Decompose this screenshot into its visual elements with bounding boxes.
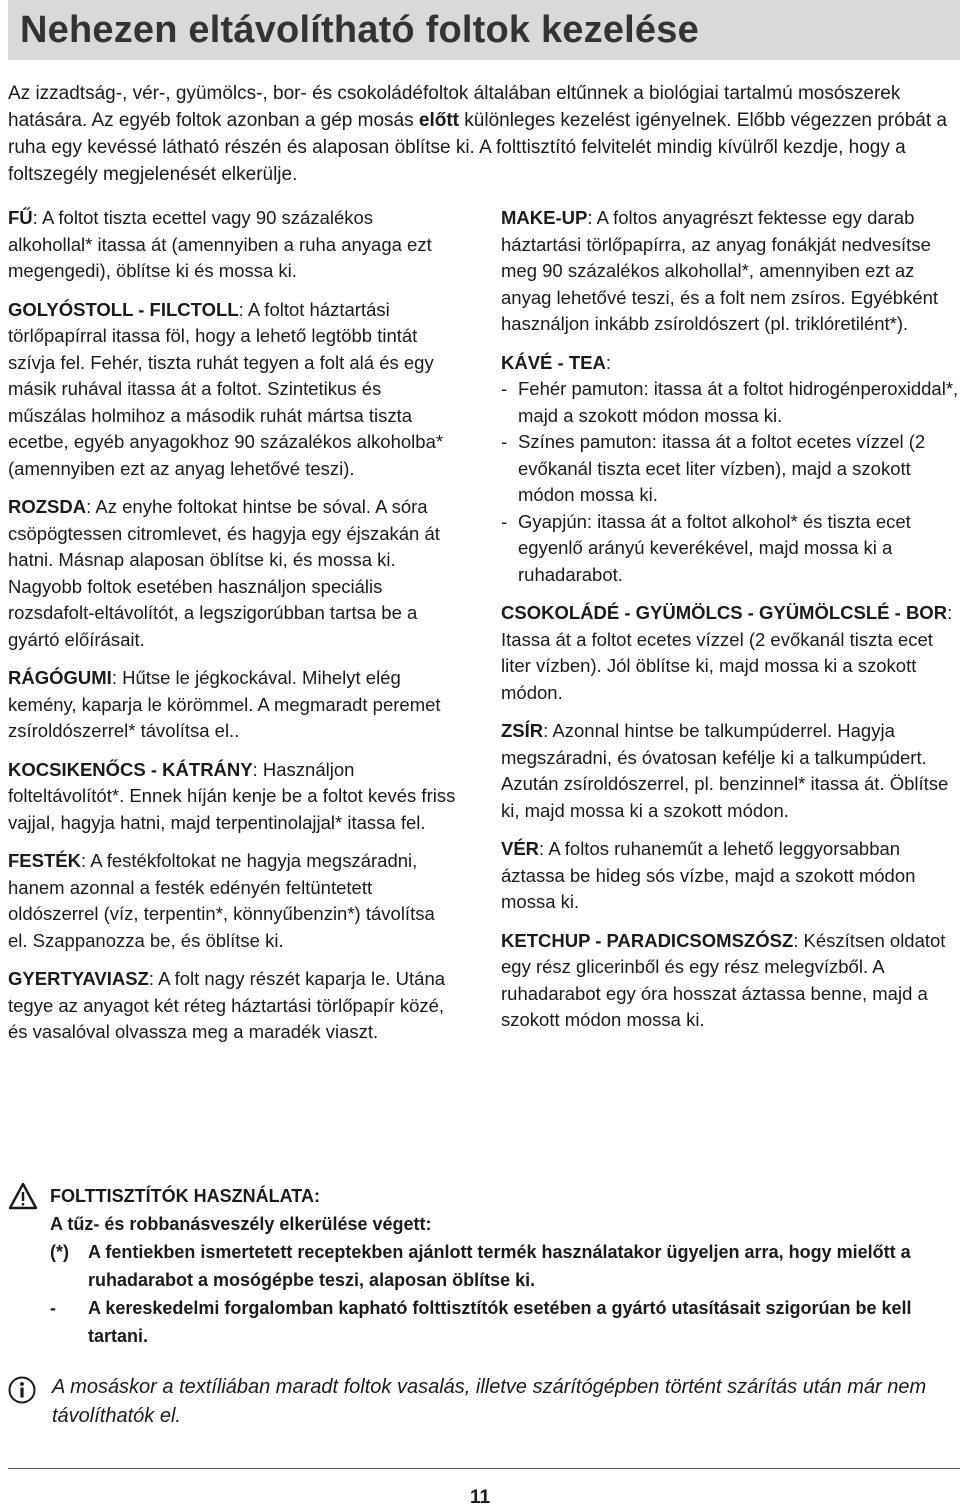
- warning-item-mark: (*): [50, 1242, 69, 1262]
- entry-label: MAKE-UP: [501, 207, 588, 228]
- stain-entry-paint: FESTÉK: A festékfoltokat ne hagyja megszáradni, hanem azonnal a festék edényén feltüntetett oldószerrel (víz, terpentin*, könnyűbenzin*) távolítsa el. Szappanozza be, és öblítse ki.: [8, 850, 435, 951]
- warning-heading: FOLTTISZTÍTÓK HASZNÁLATA:: [50, 1186, 320, 1206]
- stain-entry-blood: VÉR: A foltos ruhaneműt a lehető leggyorsabban áztassa be hideg sós vízbe, majd a szokott módon mossa ki.: [501, 838, 916, 912]
- entry-text: A foltot háztartási törlőpapírral itassa föl, hogy a lehető legtöbb tintát szívja fel. Fehér, tiszta ruhát tegyen a folt alá és egy másik ruhával itassa át a foltot. Szintetikus és műszálas holmihoz a második ruhát mártsa tiszta ecetbe, egyéb anyagokhoz 90 százalékos alkoholba* (amennyiben ezt az anyag lehetővé teszi).: [8, 298, 444, 479]
- entry-label: KÁVÉ - TEA: [501, 351, 606, 373]
- entry-label: GYERTYAVIASZ: [8, 968, 149, 989]
- entry-label: KETCHUP - PARADICSOMSZÓSZ: [501, 929, 794, 951]
- title-bar: [8, 0, 960, 60]
- warning-section: [8, 1182, 960, 1350]
- intro-paragraph: [8, 80, 956, 188]
- warning-item-mark: -: [50, 1298, 56, 1318]
- intro-emphasis: előtt: [418, 110, 459, 131]
- entry-text: Itassa át a foltot ecetes vízzel (2 evőkanál tiszta ecet liter vízben). Jól öblítse ki, majd mossa ki a szokott módon.: [501, 628, 933, 703]
- warning-item: [8, 1294, 960, 1350]
- info-note: [8, 1373, 960, 1431]
- entry-text: Azonnal hintse be talkumpúderrel. Hagyja megszáradni, és óvatosan kefélje ki a talkumpúdert. Azután zsíroldószerrel, pl. benzinnel* itassa át. Öblítse ki, majd mossa ki a szokott módon.: [501, 720, 949, 821]
- stain-entry-makeup: MAKE-UP: A foltos anyagrészt fektesse egy darab háztartási törlőpapírra, az anyag fonákját nedvesítse meg 90 százalékos alkohollal*, amennyiben ezt az anyag lehetővé teszi, és a folt nem zsíros. Egyébként használjon inkább zsíroldószert (pl. triklóretilént*).: [501, 207, 939, 334]
- entry-text: Használjon folteltávolítót*. Ennek híján kenje be a foltot kevés friss vajjal, hagyja hatni, majd terpentinolajjal* itassa fel.: [8, 758, 456, 833]
- warning-item: [8, 1238, 960, 1294]
- entry-label: FESTÉK: [8, 850, 81, 871]
- entry-label: ZSÍR: [501, 720, 544, 741]
- stain-entry-chocolate: CSOKOLÁDÉ - GYÜMÖLCS - GYÜMÖLCSLÉ - BOR: Itassa át a foltot ecetes vízzel (2 evőkanál tiszta ecet liter vízben). Jól öblítse ki, majd mossa ki a szokott módon.: [501, 602, 953, 703]
- stain-entry-pen: GOLYÓSTOLL - FILCTOLL: A foltot háztartási törlőpapírral itassa föl, hogy a lehető legtöbb tintát szívja fel. Fehér, tiszta ruhát tegyen a folt alá és egy másik ruhával itassa át a foltot. Szintetikus és műszálas holmihoz a második ruhát mártsa tiszta ecetbe, egyéb anyagokhoz 90 százalékos alkoholba* (amennyiben ezt az anyag lehetővé teszi).: [8, 298, 444, 479]
- intro-text-1: Az izzadtság-, vér-, gyümölcs-, bor- és csokoládéfoltok általában eltűnnek a biológiai tartalmú mosószerek hatására. Az egyéb foltok azonban a gép mosás: [8, 83, 901, 131]
- info-icon: [8, 1376, 36, 1404]
- list-item: - Színes pamuton: itassa át a foltot ecetes vízzel (2 evőkanál tiszta ecet liter vízben), majd a szokott módon mossa ki.: [501, 429, 960, 509]
- stain-entry-rust: ROZSDA: Az enyhe foltokat hintse be sóval. A sóra csöpögtessen citromlevet, és hagyja egy éjszakán át hatni. Másnap alaposan öblítse ki, és mossa ki. Nagyobb foltok esetében használjon speciális rozsdafolt-eltávolítót, a legszigorúbban tartsa be a gyártó előírásait.: [8, 496, 440, 650]
- warning-item-text: A kereskedelmi forgalomban kapható folttisztítók esetében a gyártó utasításait szigorúan be kell tartani.: [88, 1298, 912, 1346]
- page-title: Nehezen eltávolítható foltok kezelése: [20, 9, 699, 51]
- page-number: 11: [469, 1487, 491, 1508]
- entry-label: VÉR: [501, 838, 540, 859]
- warning-heading-row: [8, 1182, 960, 1210]
- entry-text: A foltos anyagrészt fektesse egy darab háztartási törlőpapírra, az anyag fonákját nedvesítse meg 90 százalékos alkohollal*, amennyiben ezt az anyag lehetővé teszi, és a folt nem zsíros. Egyébként használjon inkább zsíroldószert (pl. triklóretilént*).: [501, 207, 939, 334]
- stain-entry-tar: KOCSIKENŐCS - KÁTRÁNY: Használjon folteltávolítót*. Ennek híján kenje be a foltot kevés friss vajjal, hagyja hatni, majd terpentinolajjal* itassa fel.: [8, 758, 456, 833]
- list-item: - Gyapjún: itassa át a foltot alkohol* és tiszta ecet egyenlő arányú keverékével, majd mossa ki a ruhadarabot.: [501, 509, 960, 589]
- stain-entry-grease: ZSÍR: Azonnal hintse be talkumpúderrel. Hagyja megszáradni, és óvatosan kefélje ki a talkumpúdert. Azután zsíroldószerrel, pl. benzinnel* itassa át. Öblítse ki, majd mossa ki a szokott módon.: [501, 720, 949, 821]
- stain-entry-ketchup: KETCHUP - PARADICSOMSZÓSZ: Készítsen oldatot egy rész glicerinből és egy rész melegvízből. A ruhadarabot egy óra hosszat áztassa benne, majd a szokott módon mossa ki.: [501, 929, 946, 1030]
- stain-entry-gum: RÁGÓGUMI: Hűtse le jégkockával. Mihelyt elég kemény, kaparja le körömmel. A megmaradt peremet zsíroldószerrel* távolítsa el..: [8, 667, 441, 741]
- entry-label: RÁGÓGUMI: [8, 667, 112, 688]
- footer-divider: [8, 1468, 960, 1469]
- entry-text: A folt nagy részét kaparja le. Utána tegye az anyagot két réteg háztartási törlőpapír közé, és vasalóval olvassza meg a maradék viaszt.: [8, 968, 446, 1042]
- entry-label: FŰ: [8, 207, 33, 228]
- stain-entry-coffee: KÁVÉ - TEA: - Fehér pamuton: itassa át a foltot hidrogénperoxiddal*, majd a szokott módon mossa ki. - Színes pamuton: itassa át a foltot ecetes vízzel (2 evőkanál tiszta ecet liter vízben), majd a szokott módon mossa ki. - Gyapjún: itassa át a foltot alkohol* és tiszta ecet egyenlő arányú keverékével, majd mossa ki a ruhadarabot.: [501, 350, 960, 589]
- warning-subheading: A tűz- és robbanásveszély elkerülése végett:: [50, 1214, 432, 1234]
- list-item: - Fehér pamuton: itassa át a foltot hidrogénperoxiddal*, majd a szokott módon mossa ki.: [501, 376, 960, 429]
- entry-label: CSOKOLÁDÉ - GYÜMÖLCS - GYÜMÖLCSLÉ - BOR: [501, 602, 948, 623]
- left-column: [8, 205, 458, 1058]
- stain-entry-grass: FŰ: A foltot tiszta ecettel vagy 90 százalékos alkohollal* itassa át (amennyiben a ruha anyaga ezt megengedi), öblítse ki és mossa ki.: [8, 207, 432, 281]
- entry-label: KOCSIKENŐCS - KÁTRÁNY: [8, 758, 253, 780]
- stain-entry-wax: GYERTYAVIASZ: A folt nagy részét kaparja le. Utána tegye az anyagot két réteg háztartási törlőpapír közé, és vasalóval olvassza meg a maradék viaszt.: [8, 968, 446, 1042]
- entry-text: A foltos ruhaneműt a lehető leggyorsabban áztassa be hideg sós vízbe, majd a szokott módon mossa ki.: [501, 838, 916, 912]
- entry-label: ROZSDA: [8, 496, 87, 517]
- entry-text: A festékfoltokat ne hagyja megszáradni, hanem azonnal a festék edényén feltüntetett oldószerrel (víz, terpentin*, könnyűbenzin*) távolítsa el. Szappanozza be, és öblítse ki.: [8, 850, 435, 951]
- entry-text: A foltot tiszta ecettel vagy 90 százalékos alkohollal* itassa át (amennyiben a ruha anyaga ezt megengedi), öblítse ki és mossa ki.: [8, 207, 432, 281]
- entry-text: Az enyhe foltokat hintse be sóval. A sóra csöpögtessen citromlevet, és hagyja egy éjszakán át hatni. Másnap alaposan öblítse ki, és mossa ki. Nagyobb foltok esetében használjon speciális rozsdafolt-eltávolítót, a legszigorúbban tartsa be a gyártó előírásait.: [8, 496, 440, 650]
- intro-text-2: különleges kezelést igényelnek. Előbb végezzen próbát a ruha egy kevéssé látható részén és alaposan öblítse ki. A folttisztító felvitelét mindig kívülről kezdje, hogy a foltszegély megjelenését elkerülje.: [8, 110, 947, 185]
- info-text: A mosáskor a textíliában maradt foltok vasalás, illetve szárítógépben történt szárítás után már nem távolíthatók el.: [52, 1376, 927, 1427]
- warning-item-text: A fentiekben ismertetett receptekben ajánlott termék használatakor ügyeljen arra, hogy mielőtt a ruhadarabot a mosógépbe teszi, alaposan öblítse ki.: [88, 1242, 911, 1290]
- entry-text: Készítsen oldatot egy rész glicerinből és egy rész melegvízből. A ruhadarabot egy óra hosszat áztassa benne, majd a szokott módon mossa ki.: [501, 929, 946, 1030]
- coffee-list: [501, 376, 960, 588]
- warning-triangle-icon: [8, 1182, 38, 1210]
- right-column: [501, 205, 960, 1046]
- entry-label: GOLYÓSTOLL - FILCTOLL: [8, 298, 239, 320]
- entry-text: Hűtse le jégkockával. Mihelyt elég kemény, kaparja le körömmel. A megmaradt peremet zsíroldószerrel* távolítsa el..: [8, 667, 441, 741]
